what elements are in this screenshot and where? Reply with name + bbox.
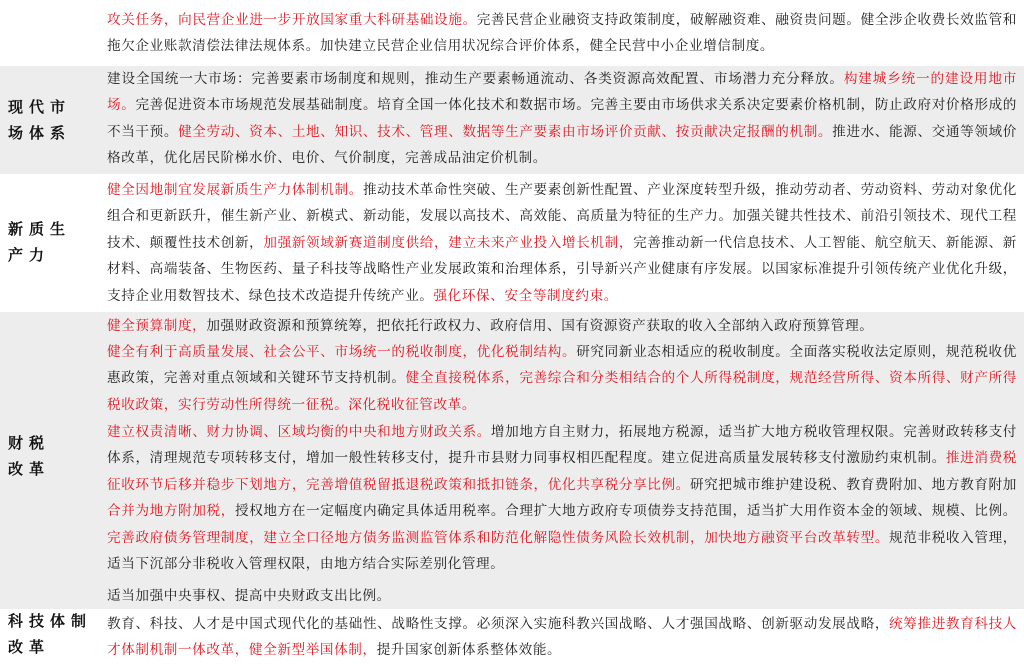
row-content-budget [107,313,1017,339]
highlight-text: 健全劳动、资本、土地、知识、技术、管理、数据等生产要素由市场评价贡献、按贡献决定报酬的机制。 [178,123,833,140]
body-text: 适当加强中央事权、提高中央财政支出比例。 [107,588,391,604]
body-text: 完善民营企业融资支持政策制度，破解融资难、融资贵问题。健全涉企收费长效监管和拖欠企业账款清偿法律法规体系。加快建立民营企业信用状况综合评价体系，健全民营中小企业增信制度。 [107,12,1017,55]
row-private-economy [0,0,1024,66]
body-text: 授权地方在一定幅度内确定具体适用税率。合理扩大地方政府专项债券支持范围，适当扩大用作资本金的领域、规模、比例。 [234,503,1018,520]
highlight-text: 完善政府债务管理制度，建立全口径地方债务监测监管体系和防范化解隐性债务风险长效机制，加快地方融资平台改革转型。 [107,529,890,546]
row-content [107,177,1017,309]
highlight-text: 健全直接税体系，完善综合和分类相结合的个人所得税制度，规范经营所得、资本所得、财产所得税收政策，实行劳动性所得统一征税。深化税收征管改革。 [107,370,1017,413]
highlight-text: 推进消费税征收环节后移并稳步下划地方，完善增值税留抵退税政策和抵扣链条，优化共享税分享比例。 [107,450,1017,493]
row-new-productivity [0,174,1024,312]
highlight-text: 建立权责清晰、财力协调、区域均衡的中央和地方财政关系。 [107,424,491,440]
highlight-text: 健全预算制度， [107,318,207,334]
body-text: 加强财政资源和预算统筹，把依托行政权力、政府信用、国有资源资产获取的收入全部纳入政府预算管理。 [206,318,874,334]
body-text: 规范非税收入管理，适当下沉部分非税收入管理权限，由地方结合实际差别化管理。 [107,529,1017,573]
body-text: 提升国家创新体系整体效能。 [376,642,562,659]
body-text: 完善推动新一代信息技术、人工智能、航空航天、新能源、新材料、高端装备、生物医药、量子科技等战略性产业发展政策和治理体系，引导新兴产业健康有序发展。以国家标准提升引领传统产业优化升级，支持企业用数智技术、绿色技术改造提升传统产业。 [107,234,1017,304]
body-text: 研究把城市维护建设税、教育费附加、地方教育附加 [689,476,1017,493]
row-content [107,66,1017,172]
body-text: 教育、科技、人才是中国式现代化的基础性、战略性支撑。必须深入实施科教兴国战略、人才强国战略、创新驱动发展战略， [107,616,890,632]
body-text: 完善促进资本市场规范发展基础制度。培育全国一体化技术和数据市场。完善主要由市场供求关系决定要素价格机制，防止政府对价格形成的不当干预。 [107,97,1018,140]
row-label: 科技体制改革 [8,612,93,656]
highlight-text: 合并为地方附加税， [107,503,235,520]
body-text: 推动技术革命性突破、生产要素创新性配置、产业深度转型升级，推动劳动者、劳动资料、劳动对象优化组合和更新跃升，催生新产业、新模式、新动能，发展以高技术、高效能、高质量为特征的生产力。加强关键共性技术、前沿引领技术、现代工程技术、颠覆性技术创新， [107,182,1017,251]
row-label: 新质生产力 [8,220,72,264]
row-modern-market [0,66,1024,174]
row-content [107,611,1017,664]
row-label: 财税改革 [8,434,51,478]
body-text: 研究同新业态相适应的税收制度。全面落实税收法定原则，规范税收优惠政策，完善对重点领域和关键环节支持机制。 [107,344,1017,387]
row-content-central-affairs [107,583,1017,609]
highlight-text: 健全因地制宜发展新质生产力体制机制。 [107,182,363,198]
highlight-text: 统筹推进教育科技人才体制机制一体改革，健全新型举国体制， [107,616,1017,659]
row-content-tax [107,339,1017,418]
highlight-text: 攻关任务，向民营企业进一步开放国家重大科研基础设施。 [107,12,477,28]
body-text: 推进水、能源、交通等领域价格改革，优化居民阶梯水价、电价、气价制度，完善成品油定价机制。 [107,123,1017,167]
body-text: 增加地方自主财力，拓展地方税源，适当扩大地方税收管理权限。完善财政转移支付体系，清理规范专项转移支付，增加一般性转移支付，提升市县财力同事权相匹配程度。建立促进高质量发展转移支付激励约束机制。 [107,424,1017,467]
row-label: 现代市场体系 [8,98,72,142]
highlight-text: 健全有利于高质量发展、社会公平、市场统一的税收制度，优化税制结构。 [107,344,577,360]
row-sci-tech [0,609,1024,660]
highlight-text: 强化环保、安全等制度约束。 [433,287,618,304]
highlight-text: 构建城乡统一的建设用地市场。 [107,71,1017,114]
row-content [107,7,1017,60]
row-fiscal-tax [0,312,1024,609]
body-text: 建设全国统一大市场：完善要素市场制度和规则，推动生产要素畅通流动、各类资源高效配置、市场潜力充分释放。 [107,71,844,87]
row-content-central-local [107,419,1017,577]
highlight-text: 加强新领域新赛道制度供给，建立未来产业投入增长机制， [263,234,634,251]
